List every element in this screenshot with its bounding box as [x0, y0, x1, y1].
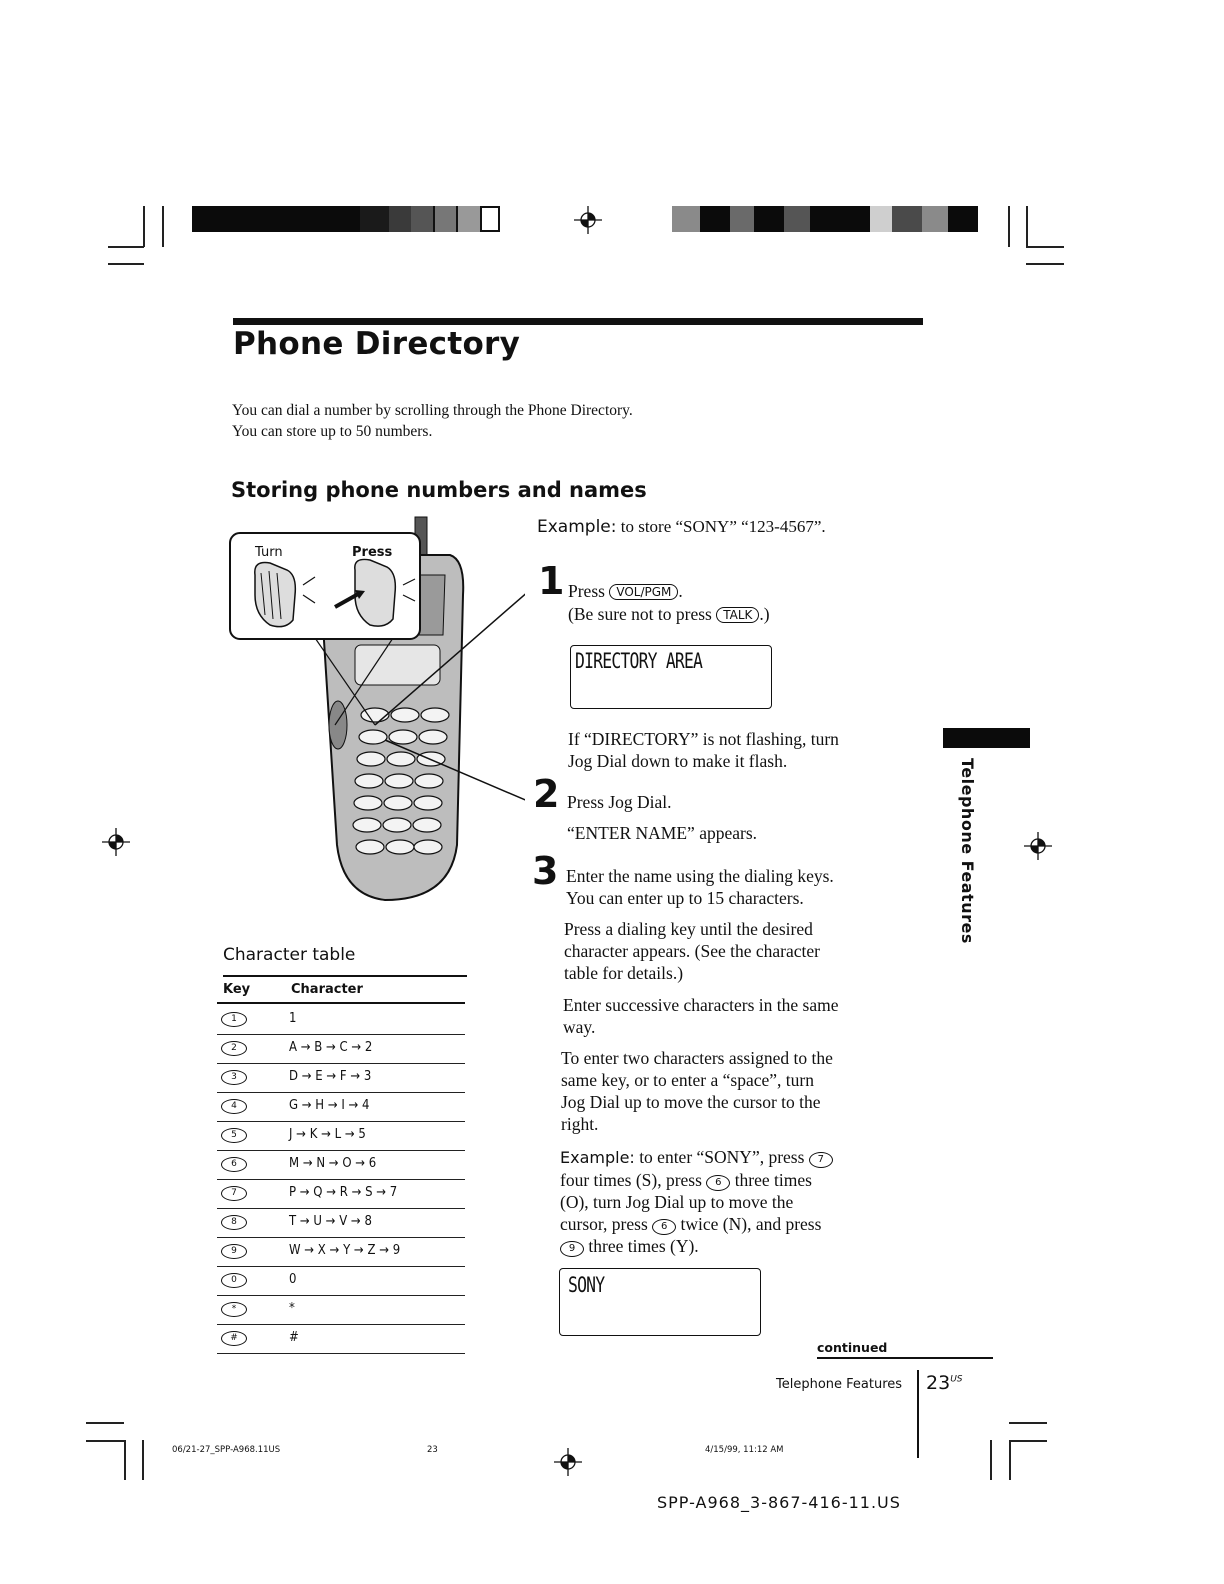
lcd-display — [559, 1268, 761, 1336]
step-3-example — [560, 1146, 833, 1257]
row-characters: G → H → I → 4 — [289, 1098, 370, 1113]
step-1-line-1: Press VOL/PGM . — [568, 581, 683, 601]
table-rule — [223, 975, 467, 977]
table-row — [217, 1295, 465, 1325]
para-line: To enter two characters assigned to the — [561, 1048, 833, 1068]
example-line — [560, 1235, 833, 1257]
intro-line: You can dial a number by scrolling through the Phone Directory. — [232, 402, 633, 419]
example-line — [560, 1213, 833, 1235]
step-3-para-2 — [563, 994, 839, 1038]
footer-section-name: Telephone Features — [776, 1377, 903, 1392]
example-text: to store “SONY” “123-4567”. — [620, 517, 826, 536]
table-row — [217, 1063, 465, 1093]
step-2-line-1: Press Jog Dial. — [567, 792, 672, 812]
note-line: If “DIRECTORY” is not flashing, turn — [568, 729, 839, 749]
para-line: right. — [561, 1114, 599, 1134]
footer-divider — [917, 1370, 919, 1458]
key-2-icon: 2 — [221, 1041, 247, 1056]
side-tab-block — [943, 728, 1030, 748]
example-heading — [537, 517, 826, 537]
crop-mark — [1009, 1440, 1011, 1480]
table-row — [217, 1324, 465, 1354]
key-pound-icon: # — [221, 1331, 247, 1346]
row-characters: P → Q → R → S → 7 — [289, 1185, 398, 1200]
registration-bar-right — [672, 206, 978, 232]
step-1-warning-end: .) — [759, 604, 770, 624]
registration-target-icon — [1024, 832, 1052, 860]
step-number: 1 — [538, 559, 565, 603]
step-2-line-2: “ENTER NAME” appears. — [567, 823, 758, 843]
table-row — [217, 1092, 465, 1122]
example-text: three times (Y). — [588, 1236, 699, 1256]
key-6-icon: 6 — [221, 1157, 247, 1172]
table-row — [217, 1179, 465, 1209]
key-4-icon: 4 — [221, 1099, 247, 1114]
talk-key-icon: TALK — [716, 607, 759, 623]
example-label: Example: — [537, 517, 617, 537]
registration-target-icon — [574, 206, 602, 234]
section-heading: Storing phone numbers and names — [231, 478, 647, 502]
press-label: Press — [352, 545, 393, 560]
table-header-character: Character — [291, 982, 363, 997]
character-table-title: Character table — [223, 945, 356, 965]
step-3-para-1 — [564, 918, 820, 984]
table-row — [217, 1121, 465, 1151]
vol-pgm-key-icon: VOL/PGM — [609, 584, 678, 600]
crop-mark — [1009, 1440, 1047, 1442]
phone-illustration — [225, 515, 525, 915]
example-text: four times (S), press — [560, 1170, 702, 1190]
example-line — [560, 1146, 833, 1169]
slug-page: 23 — [427, 1445, 438, 1455]
example-label: Example: — [560, 1148, 635, 1167]
key-star-icon: * — [221, 1302, 247, 1317]
page-number-value: 23 — [926, 1372, 951, 1394]
key-6-icon: 6 — [706, 1175, 730, 1191]
turn-label: Turn — [255, 545, 283, 560]
crop-mark — [1026, 246, 1064, 248]
page-title: Phone Directory — [233, 326, 521, 362]
para-line: Jog Dial up to move the cursor to the — [561, 1092, 821, 1112]
step-3-line: Enter the name using the dialing keys. — [566, 866, 834, 886]
table-row — [217, 1005, 465, 1035]
row-characters: D → E → F → 3 — [289, 1069, 372, 1084]
registration-target-icon — [102, 828, 130, 856]
step-3-line: You can enter up to 15 characters. — [566, 888, 804, 908]
title-rule — [233, 318, 923, 325]
slug-filename: 06/21-27_SPP-A968.11US — [172, 1445, 281, 1455]
intro-text — [232, 400, 633, 442]
para-line: Enter successive characters in the same — [563, 995, 839, 1015]
table-row — [217, 1237, 465, 1267]
step-1-warning: (Be sure not to press — [568, 604, 712, 624]
para-line: way. — [563, 1017, 596, 1037]
note-line: Jog Dial down to make it flash. — [568, 751, 788, 771]
row-characters: 0 — [289, 1272, 297, 1287]
row-characters: M → N → O → 6 — [289, 1156, 377, 1171]
example-text: twice (N), and press — [680, 1214, 822, 1234]
step-3-intro — [566, 865, 834, 909]
crop-mark — [1008, 206, 1010, 247]
handset-drawing — [225, 515, 525, 915]
table-row — [217, 1266, 465, 1296]
example-text: three times — [734, 1170, 812, 1190]
crop-mark — [1009, 1422, 1047, 1424]
lcd-display — [570, 645, 772, 709]
table-header-key: Key — [223, 982, 251, 997]
page-number — [926, 1372, 963, 1394]
crop-mark — [108, 246, 144, 248]
step-number: 3 — [532, 849, 559, 893]
crop-mark — [1026, 263, 1064, 265]
table-row — [217, 1208, 465, 1238]
lcd-text: DIRECTORY AREA — [575, 649, 703, 673]
table-row — [217, 1150, 465, 1180]
key-9-icon: 9 — [560, 1241, 584, 1257]
key-7-icon: 7 — [809, 1152, 833, 1168]
step-1-line-2 — [568, 603, 770, 625]
table-rule — [217, 1002, 465, 1004]
para-line: character appears. (See the character — [564, 941, 820, 961]
step-3-para-3 — [561, 1047, 833, 1135]
crop-mark — [86, 1422, 124, 1424]
para-line: table for details.) — [564, 963, 684, 983]
row-characters: W → X → Y → Z → 9 — [289, 1243, 401, 1258]
key-6-icon: 6 — [652, 1219, 676, 1235]
continued-label: continued — [817, 1340, 888, 1355]
registration-target-icon — [554, 1448, 582, 1476]
key-9-icon: 9 — [221, 1244, 247, 1259]
document-code: SPP-A968_3-867-416-11.US — [657, 1493, 901, 1512]
row-characters: J → K → L → 5 — [289, 1127, 366, 1142]
slug-date: 4/15/99, 11:12 AM — [705, 1445, 784, 1455]
para-line: Press a dialing key until the desired — [564, 919, 813, 939]
crop-mark — [990, 1440, 992, 1480]
example-text: to enter “SONY”, press — [639, 1147, 805, 1167]
continued-rule — [817, 1357, 993, 1359]
intro-line: You can store up to 50 numbers. — [232, 423, 433, 440]
crop-mark — [142, 1440, 144, 1480]
key-0-icon: 0 — [221, 1273, 247, 1288]
example-line — [560, 1169, 833, 1191]
crop-mark — [143, 206, 145, 247]
lcd-text: SONY — [568, 1273, 605, 1297]
side-tab-label: Telephone Features — [958, 758, 977, 944]
key-8-icon: 8 — [221, 1215, 247, 1230]
crop-mark — [1026, 206, 1028, 247]
example-line: (O), turn Jog Dial up to move the — [560, 1192, 794, 1212]
row-characters: # — [289, 1330, 299, 1345]
crop-mark — [108, 263, 144, 265]
table-row — [217, 1034, 465, 1064]
row-characters: 1 — [289, 1011, 297, 1026]
para-line: same key, or to enter a “space”, turn — [561, 1070, 814, 1090]
crop-mark — [86, 1440, 124, 1442]
row-characters: T → U → V → 8 — [289, 1214, 372, 1229]
key-5-icon: 5 — [221, 1128, 247, 1143]
step-1-note — [568, 728, 839, 772]
crop-mark — [162, 206, 164, 247]
row-characters: * — [289, 1301, 295, 1316]
press-word: Press — [568, 581, 605, 601]
example-text: cursor, press — [560, 1214, 648, 1234]
key-1-icon: 1 — [221, 1012, 247, 1027]
key-3-icon: 3 — [221, 1070, 247, 1085]
key-7-icon: 7 — [221, 1186, 247, 1201]
step-number: 2 — [533, 772, 560, 816]
registration-bar-left — [192, 206, 500, 232]
crop-mark — [124, 1440, 126, 1480]
row-characters: A → B → C → 2 — [289, 1040, 373, 1055]
page-number-suffix: US — [950, 1374, 963, 1385]
